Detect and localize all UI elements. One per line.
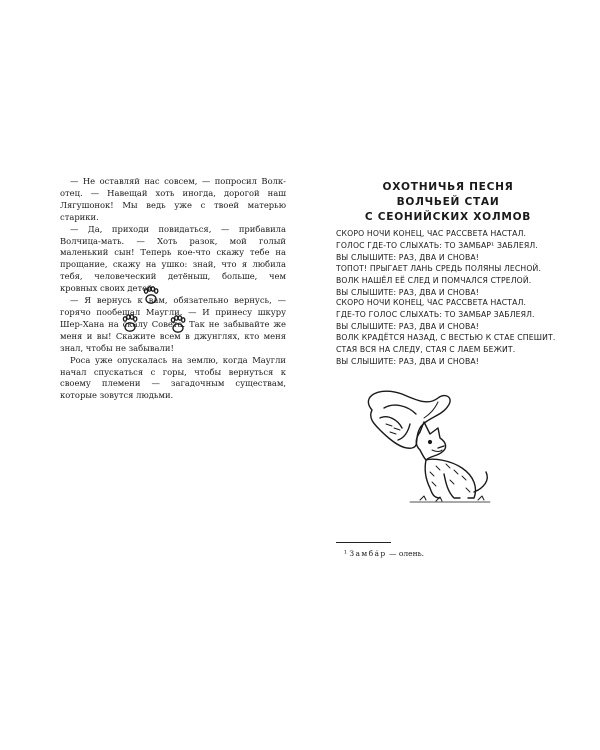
verse-line: ВЫ СЛЫШИТЕ: РАЗ, ДВА И СНОВА! xyxy=(336,321,480,331)
title-line: ВОЛЧЬЕЙ СТАИ xyxy=(396,196,500,208)
title-line: ОХОТНИЧЬЯ ПЕСНЯ xyxy=(382,181,514,193)
song-stanza-2 xyxy=(336,297,576,368)
verse-line: ВЫ СЛЫШИТЕ: РАЗ, ДВА И СНОВА! xyxy=(336,356,480,366)
paw-print-right xyxy=(171,316,184,332)
verse-line: ВОЛК КРАДЁТСЯ НАЗАД, С ВЕСТЬЮ К СТАЕ СПЕШИТ. xyxy=(336,333,556,343)
paragraph: — Не оставляй нас совсем, — попросил Волк-отец. — Навещай хоть иногда, дорогой наш Лягушонок! Мы ведь уже с твоей матерью старики. xyxy=(60,176,286,222)
verse-line: ВЫ СЛЫШИТЕ: РАЗ, ДВА И СНОВА! xyxy=(336,287,480,297)
paragraph: Роса уже опускалась на землю, когда Маугли начал спускаться с горы, чтобы вернуться к своему племени — загадочным существам, которые зовутся людьми. xyxy=(60,354,286,401)
verse-line: ТОПОТ! ПРЫГАЕТ ЛАНЬ СРЕДЬ ПОЛЯНЫ ЛЕСНОЙ. xyxy=(336,264,542,274)
right-page xyxy=(300,0,600,750)
paragraph: — Я вернусь к вам, обязательно вернусь, — горячо пообещал Маугли. — И принесу шкуру Шер-Хана на скалу Совета. Так не забывайте же меня и вы! Скажите всем в джунглях, кто меня знал, чтобы не забывали! xyxy=(60,295,286,353)
paw-print-left xyxy=(123,315,136,331)
song-title xyxy=(335,180,561,225)
verse-line: СКОРО НОЧИ КОНЕЦ, ЧАС РАССВЕТА НАСТАЛ. xyxy=(336,229,527,238)
verse-line: ГДЕ-ТО ГОЛОС СЛЫХАТЬ: ТО ЗАМБАР ЗАБЛЕЯЛ. xyxy=(336,309,535,319)
footnote-term: Замбáр xyxy=(349,549,387,558)
verse-line: СТАЯ ВСЯ НА СЛЕДУ, СТАЯ С ЛАЕМ БЕЖИТ. xyxy=(336,345,516,355)
footnote-divider xyxy=(336,542,391,543)
footnote-marker: ¹ xyxy=(344,549,348,558)
verse-line: ГОЛОС ГДЕ-ТО СЛЫХАТЬ: ТО ЗАМБАР¹ ЗАБЛЕЯЛ. xyxy=(336,240,538,250)
wolf-head xyxy=(420,422,446,460)
song-stanza-1 xyxy=(336,228,576,299)
footnote-definition: — олень. xyxy=(386,549,425,558)
verse-line: ВЫ СЛЫШИТЕ: РАЗ, ДВА И СНОВА! xyxy=(336,252,480,262)
wolf-body xyxy=(426,459,476,498)
verse-line: СКОРО НОЧИ КОНЕЦ, ЧАС РАССВЕТА НАСТАЛ. xyxy=(336,298,527,307)
footnote xyxy=(344,549,424,558)
paragraph: — Да, приходи повидаться, — прибавила Волчица-мать. — Хоть разок, мой голый маленький сын! Теперь кое-что скажу тебе на прощание, скажу на ушко: знай, что я любила тебя, человеческий детёныш, больше, чем кровных своих детей. xyxy=(60,223,286,294)
wolf-howling-illustration xyxy=(350,388,500,508)
paw-prints-icon xyxy=(118,285,198,345)
howl-swirl xyxy=(368,391,450,448)
verse-line: ВОЛК НАШЁЛ ЕЁ СЛЕД И ПОМЧАЛСЯ СТРЕЛОЙ. xyxy=(336,276,532,286)
title-line: С СЕОНИЙСКИХ ХОЛМОВ xyxy=(364,211,532,223)
paw-print-top xyxy=(144,287,157,303)
